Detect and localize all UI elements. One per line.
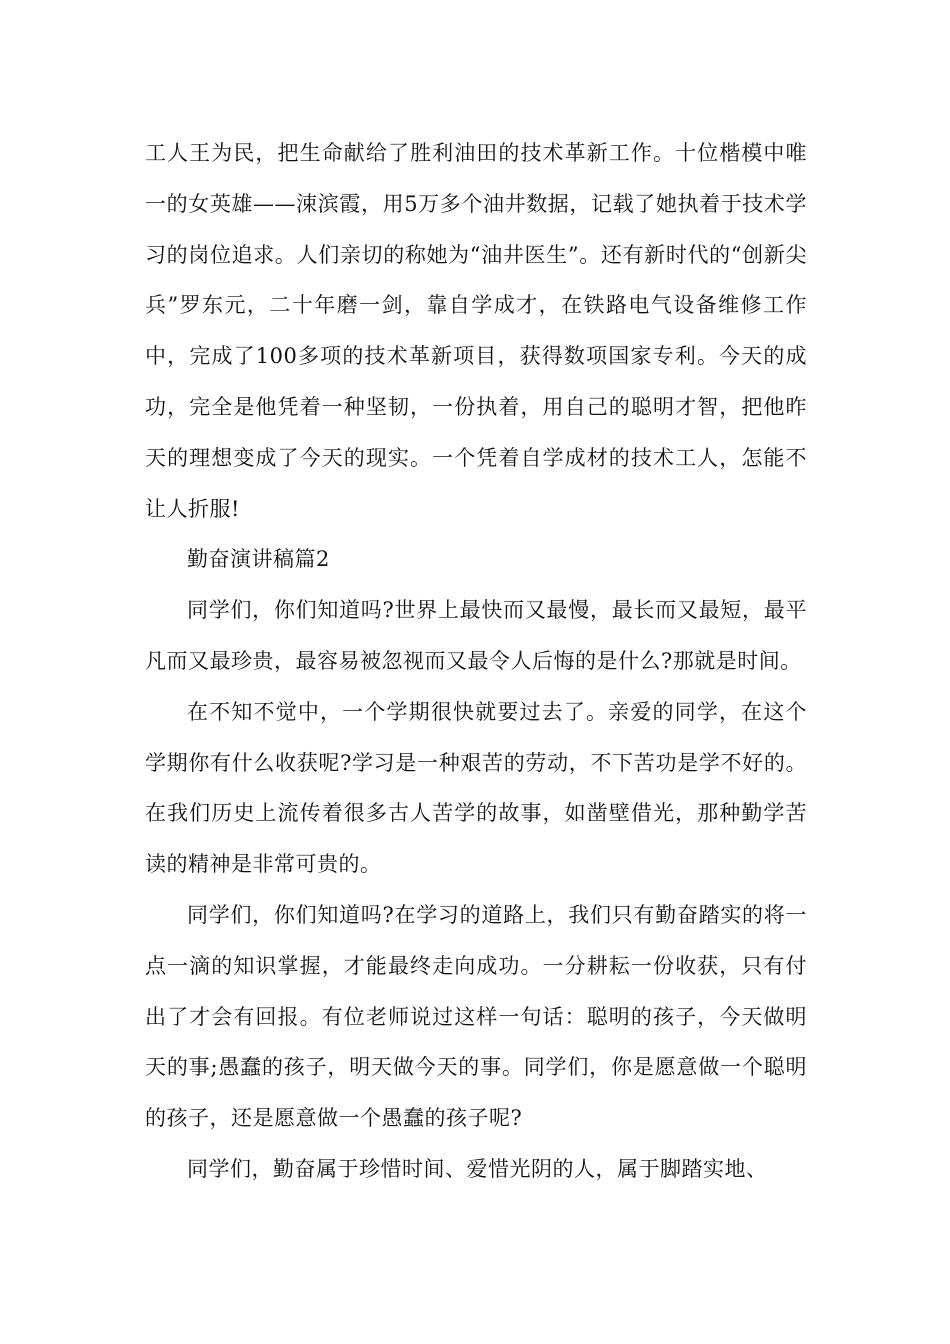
paragraph-time: 同学们，你们知道吗?世界上最快而又最慢，最长而又最短，最平凡而又最珍贵，最容易被忽视而又最令人后悔的是什么?那就是时间。 xyxy=(145,598,807,673)
section-heading: 勤奋演讲稿篇2 xyxy=(187,547,330,572)
paragraph-diligence: 同学们，你们知道吗?在学习的道路上，我们只有勤奋踏实的将一点一滴的知识掌握，才能最终走向成功。一分耕耘一份收获，只有付出了才会有回报。有位老师说过这样一句话：聪明的孩子，今天做明天的事;愚蠢的孩子，明天做今天的事。同学们，你是愿意做一个聪明的孩子，还是愿意做一个愚蠢的孩子呢? xyxy=(145,902,807,1131)
paragraph-semester: 在不知不觉中，一个学期很快就要过去了。亲爱的同学，在这个学期你有什么收获呢?学习是一种艰苦的劳动，不下苦功是学不好的。在我们历史上流传着很多古人苦学的故事，如凿壁借光，那种勤学苦读的精神是非常可贵的。 xyxy=(145,699,807,877)
document-body xyxy=(145,128,807,1195)
paragraph-heroes: 工人王为民，把生命献给了胜利油田的技术革新工作。十位楷模中唯一的女英雄——涑滨霞，用5万多个油井数据，记载了她执着于技术学习的岗位追求。人们亲切的称她为“油井医生”。还有新时代的“创新尖兵”罗东元，二十年磨一剑，靠自学成才，在铁路电气设备维修工作中，完成了100多项的技术革新项目，获得数项国家专利。今天的成功，完全是他凭着一种坚韧，一份执着，用自己的聪明才智，把他昨天的理想变成了今天的现实。一个凭着自学成材的技术工人，怎能不让人折服! xyxy=(145,141,807,521)
paragraph-closing: 同学们，勤奋属于珍惜时间、爱惜光阴的人，属于脚踏实地、 xyxy=(187,1156,768,1181)
